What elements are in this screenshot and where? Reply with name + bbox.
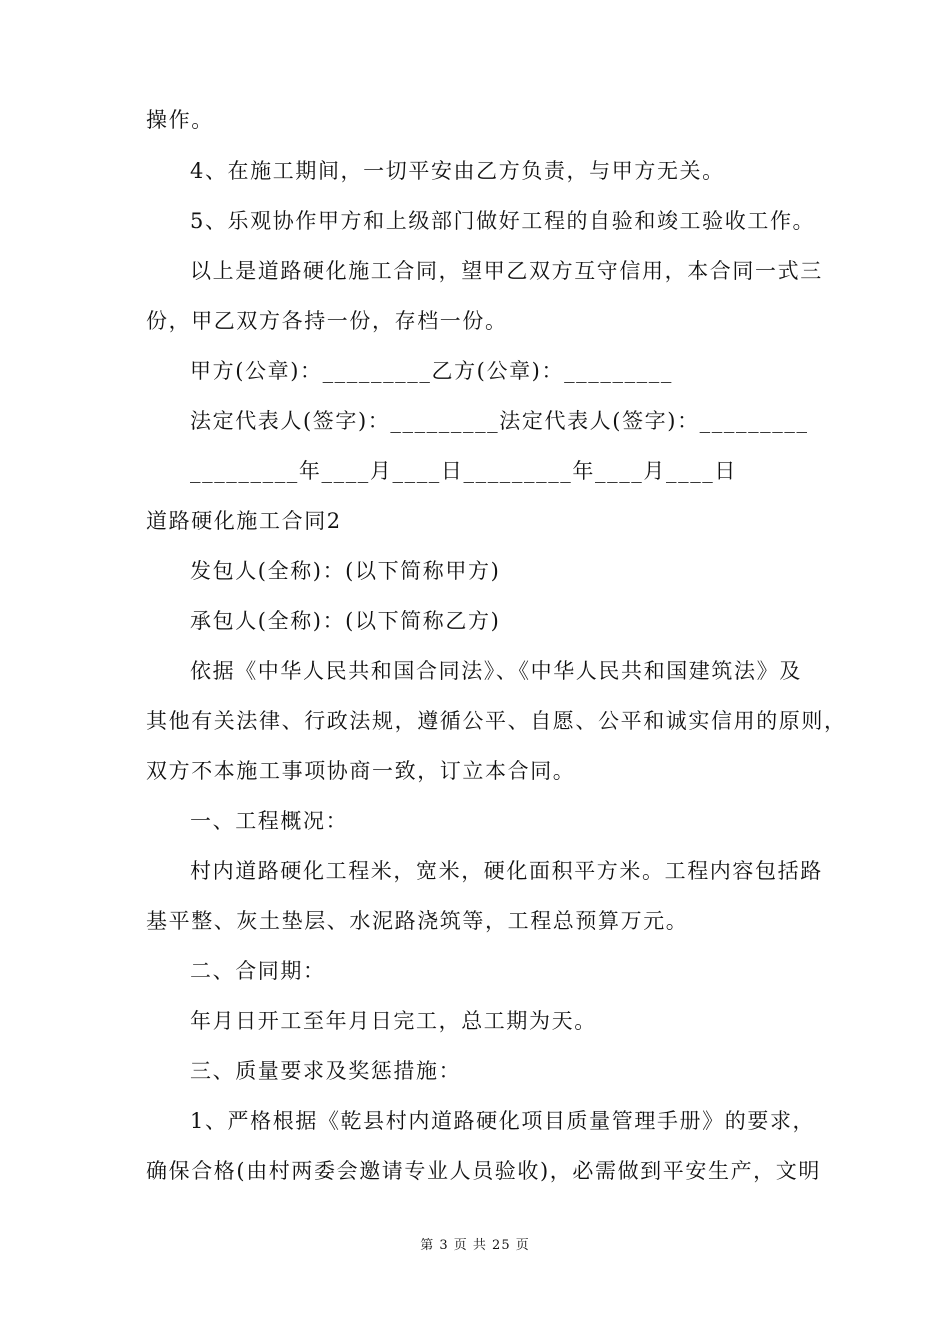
- text-line: 1、严格根据《乾县村内道路硬化项目质量管理手册》的要求，: [190, 1109, 816, 1133]
- text-line: 年月日开工至年月日完工，总工期为天。: [190, 1009, 597, 1033]
- clause-heading: 三、质量要求及奖惩措施：: [190, 1059, 462, 1083]
- text-line: 其他有关法律、行政法规，遵循公平、自愿、公平和诚实信用的原则，: [146, 709, 847, 733]
- text-line: 依据《中华人民共和国合同法》、《中华人民共和国建筑法》及: [190, 659, 802, 683]
- clause-heading: 一、工程概况：: [190, 809, 349, 833]
- text-line: 4、在施工期间，一切平安由乙方负责，与甲方无关。: [190, 159, 725, 183]
- text-line: 村内道路硬化工程米，宽米，硬化面积平方米。工程内容包括路: [190, 859, 823, 883]
- clause-heading: 二、合同期：: [190, 959, 326, 983]
- text-line: 双方不本施工事项协商一致，订立本合同。: [146, 759, 576, 783]
- page-number-footer: 第 3 页 共 25 页: [420, 1238, 530, 1253]
- text-line: 以上是道路硬化施工合同，望甲乙双方互守信用，本合同一式三: [190, 259, 823, 283]
- text-line: 基平整、灰土垫层、水泥路浇筑等，工程总预算万元。: [146, 909, 689, 933]
- text-line: 承包人(全称)：(以下简称乙方): [190, 609, 501, 633]
- text-line: 确保合格(由村两委会邀请专业人员验收)，必需做到平安生产，文明: [146, 1159, 821, 1183]
- text-line: 操作。: [146, 108, 214, 132]
- text-line: 5、乐观协作甲方和上级部门做好工程的自验和竣工验收工作。: [190, 209, 816, 233]
- section-title: 道路硬化施工合同2: [146, 509, 342, 533]
- date-line: _________年____月____日_________年____月____日: [190, 459, 737, 483]
- signature-line: 甲方(公章)：_________乙方(公章)：_________: [190, 359, 673, 383]
- signature-line: 法定代表人(签字)：_________法定代表人(签字)：_________: [190, 409, 809, 433]
- text-line: 份，甲乙双方各持一份，存档一份。: [146, 309, 508, 333]
- text-line: 发包人(全称)：(以下简称甲方): [190, 559, 501, 583]
